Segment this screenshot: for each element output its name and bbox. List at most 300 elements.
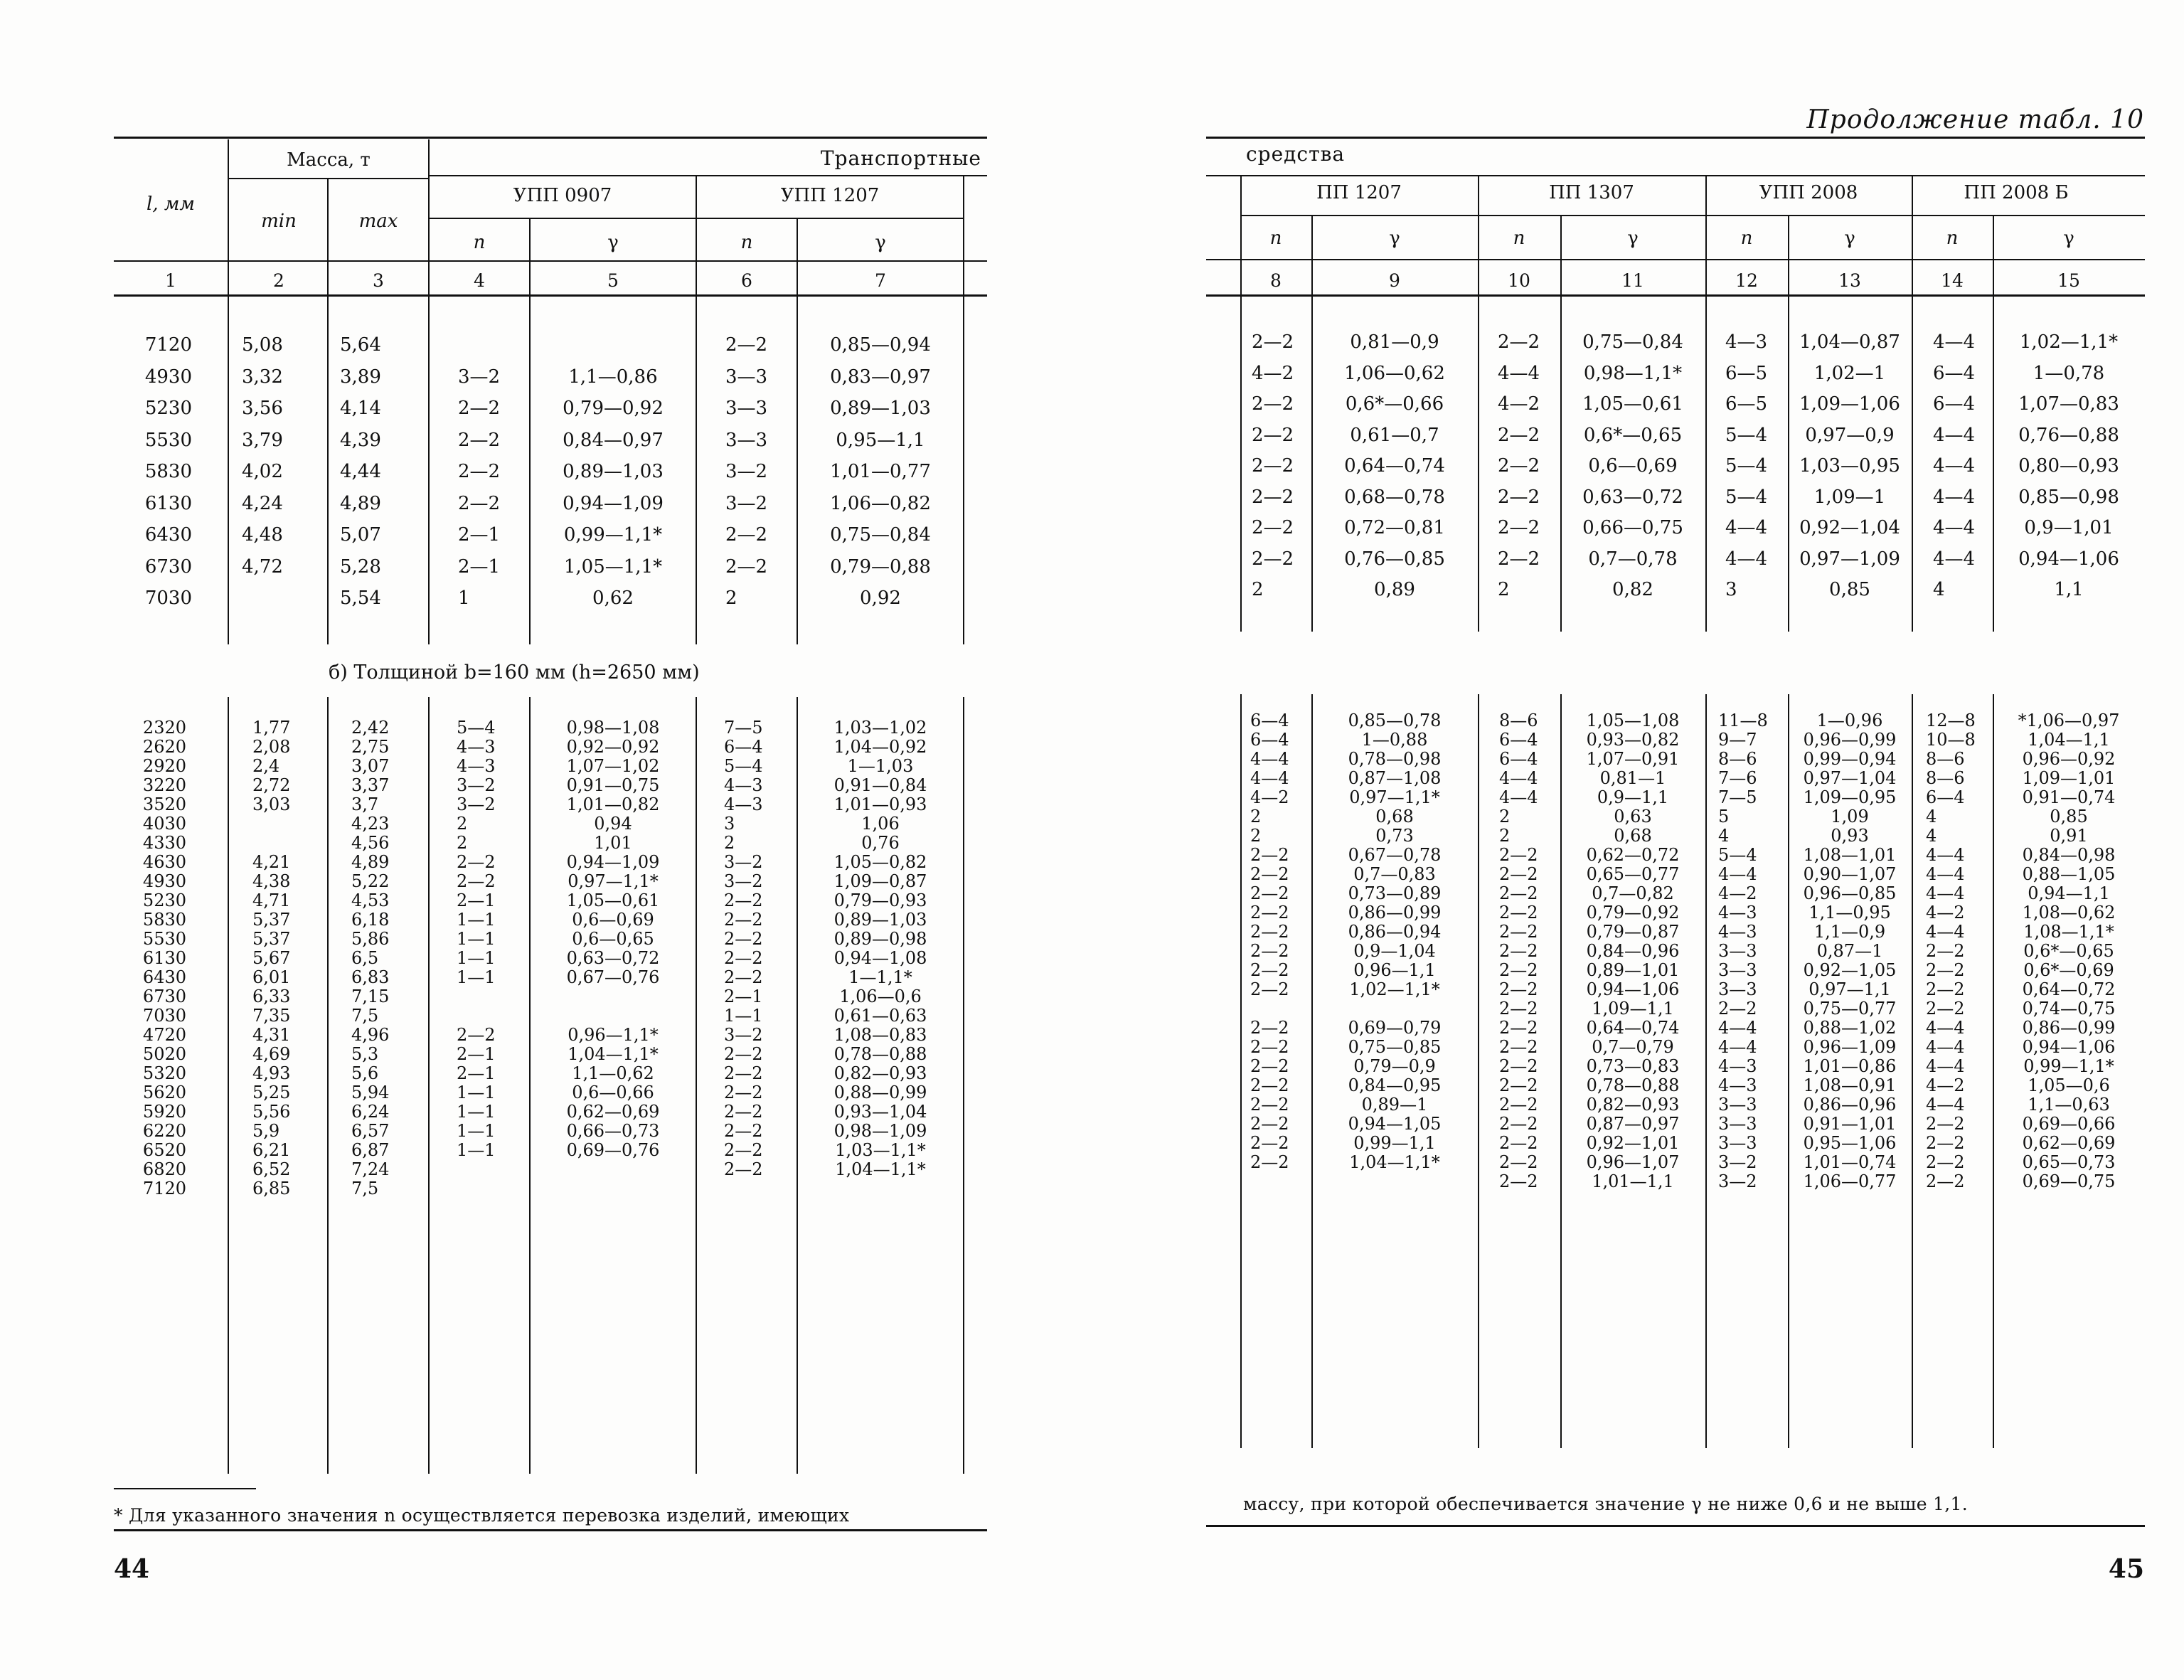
table-cell: 1,1—0,62	[572, 1063, 654, 1083]
table-cell: 1,04—1,1*	[835, 1159, 926, 1179]
table-cell: 2—2	[1250, 979, 1289, 999]
table-cell: 0,95—1,06	[1803, 1133, 1897, 1153]
table-cell: 1,06—0,82	[830, 492, 931, 514]
table-cell: 4—2	[1250, 787, 1289, 807]
table-cell: 0,6*—0,69	[2023, 960, 2114, 980]
colnum-5: 5	[607, 270, 619, 291]
n-header-8: n	[1269, 228, 1282, 249]
table-cell: 5,22	[351, 871, 390, 891]
table-cell: 0,91—0,74	[2022, 787, 2116, 807]
table-cell: 2,72	[252, 775, 291, 795]
table-cell: 3—2	[1718, 1171, 1757, 1191]
table-cell: 5,6	[351, 1063, 379, 1083]
table-cell: 6430	[144, 524, 192, 546]
table-cell: 0,85	[2050, 807, 2088, 826]
table-cell: 0,64—0,74	[1586, 1018, 1680, 1038]
footnote-rule	[114, 1488, 256, 1489]
vrule-b-c	[428, 697, 430, 1474]
table-cell: 1,06	[861, 814, 900, 834]
table-cell: 4—3	[457, 756, 496, 776]
colnum-rule-right	[1206, 294, 2145, 297]
table-cell: 2—2	[1718, 999, 1757, 1019]
table-cell: 6,85	[252, 1179, 291, 1198]
table-cell: 8—6	[1926, 749, 1965, 769]
table-cell: 1,01—0,82	[566, 794, 660, 814]
table-cell: 4,02	[242, 461, 283, 482]
header-rule-4	[114, 260, 987, 262]
table-cell: 4,44	[340, 461, 381, 482]
table-cell: 0,94—1,08	[833, 948, 927, 968]
table-cell: 2—2	[1926, 1152, 1965, 1172]
table-cell: 1,08—0,91	[1803, 1075, 1897, 1095]
gamma-header-5: γ	[607, 232, 619, 253]
table-cell: 0,67—0,76	[566, 967, 660, 987]
table-cell: 1,01—0,86	[1803, 1056, 1897, 1076]
table-cell: 3—3	[1718, 1114, 1757, 1134]
table-cell: 2—2	[1499, 1075, 1538, 1095]
table-cell: 1—1	[457, 948, 496, 968]
table-cell: 2—1	[457, 1063, 496, 1083]
table-cell: 3—3	[1718, 941, 1757, 961]
table-cell: 3—3	[725, 398, 768, 419]
table-cell: 1,05—0,61	[566, 890, 660, 910]
table-cell: 1—1	[457, 967, 496, 987]
table-cell: 0,79—0,92	[563, 398, 664, 419]
table-cell: 2—2	[458, 492, 501, 514]
table-cell: 1,09—0,87	[833, 871, 927, 891]
table-cell: 5,28	[340, 555, 381, 578]
table-cell: 1—1	[457, 1121, 496, 1141]
table-cell: 3—2	[724, 1025, 763, 1045]
table-cell: 0,87—1	[1816, 941, 1883, 961]
section-b-subtitle: б) Толщиной b=160 мм (h=2650 мм)	[329, 661, 700, 684]
vrule-b-b	[327, 697, 329, 1474]
table-cell: 4	[1926, 807, 1937, 826]
table-cell: 4—4	[1926, 845, 1965, 865]
table-cell: 2	[1498, 579, 1510, 600]
table-cell: 5—4	[1725, 455, 1768, 477]
table-cell: 5	[1718, 807, 1730, 826]
table-cell: 4,21	[252, 852, 291, 872]
table-cell: 4—3	[724, 794, 763, 814]
table-cell: 3—3	[1718, 979, 1757, 999]
table-cell: 0,62	[592, 588, 634, 609]
table-cell: 5,25	[252, 1083, 291, 1102]
table-cell: 2620	[142, 737, 186, 757]
l-column-header: l, мм	[147, 193, 195, 215]
table-cell: 4—2	[1926, 1075, 1965, 1095]
table-cell: 5530	[144, 429, 192, 451]
table-cell: 7,35	[252, 1006, 291, 1026]
table-cell: 4—4	[1926, 1018, 1965, 1038]
vrule-b-g	[963, 697, 964, 1474]
table-cell: 2—2	[1499, 960, 1538, 980]
table-cell: 5,3	[351, 1044, 379, 1064]
table-cell: 0,89—0,98	[833, 929, 927, 949]
table-cell: 6,87	[351, 1140, 390, 1160]
table-cell: 1,04—1,1*	[568, 1044, 659, 1064]
table-cell: 1,05—0,82	[833, 852, 927, 872]
table-cell: 2—2	[1250, 845, 1289, 865]
header-rule-2	[229, 178, 428, 179]
table-cell: 0,79—0,9	[1353, 1056, 1436, 1076]
table-cell: 2—2	[1498, 424, 1540, 446]
table-cell: 4630	[142, 852, 186, 872]
table-cell: 1,1—0,9	[1813, 922, 1886, 942]
table-cell: 1,07—1,02	[566, 756, 660, 776]
table-cell: 2—2	[1252, 455, 1294, 477]
table-cell: 6—4	[1933, 393, 1976, 415]
table-cell: 2—2	[1250, 1095, 1289, 1115]
table-cell: 2—2	[1926, 941, 1965, 961]
table-cell: 0,85—0,98	[2018, 486, 2119, 508]
table-cell: 2	[725, 588, 737, 609]
table-cell: 0,99—1,1*	[563, 524, 663, 546]
table-cell: 2—2	[1252, 517, 1294, 538]
table-cell: 0,74—0,75	[2022, 999, 2116, 1019]
vrule-r-g	[1912, 176, 1913, 632]
table-cell: 6—4	[1933, 362, 1976, 384]
table-cell: 0,89—1	[1361, 1095, 1428, 1115]
table-cell: 2—2	[1250, 1133, 1289, 1153]
table-cell: 6730	[142, 987, 186, 1006]
table-cell: 4,89	[351, 852, 390, 872]
table-cell: 0,98—1,08	[566, 718, 660, 738]
table-cell: 1,04—0,92	[833, 737, 927, 757]
table-cell: 2—2	[724, 1159, 763, 1179]
mass-header: Масса, т	[287, 149, 371, 171]
table-cell: 0,93	[1831, 826, 1869, 846]
table-cell: 4—4	[1933, 517, 1976, 538]
table-cell: 2—2	[724, 1121, 763, 1141]
table-cell: 3—3	[725, 366, 768, 388]
table-cell: 7,24	[351, 1159, 390, 1179]
table-cell: 2—2	[458, 461, 501, 482]
table-cell: 1,07—0,91	[1586, 749, 1680, 769]
table-cell: 2—2	[724, 929, 763, 949]
table-cell: 0,69—0,75	[2022, 1171, 2116, 1191]
mass-max-header: max	[358, 211, 398, 232]
table-cell: 1,09—1,1	[1592, 999, 1674, 1019]
table-cell: 0,65—0,73	[2022, 1152, 2116, 1172]
table-cell: 2—2	[724, 948, 763, 968]
table-cell: 4—4	[1926, 1056, 1965, 1076]
table-cell: 3,03	[252, 794, 291, 814]
table-cell: 4,56	[351, 833, 390, 853]
table-cell: 5—4	[1725, 486, 1768, 508]
table-cell: 1—1	[457, 1083, 496, 1102]
table-cell: 2—2	[1252, 393, 1294, 415]
table-cell: 2—2	[1499, 845, 1538, 865]
table-cell: 6,33	[252, 987, 291, 1006]
table-cell: 2—2	[1252, 548, 1294, 570]
table-cell: 3—2	[1718, 1152, 1757, 1172]
table-cell: 2	[457, 833, 468, 853]
table-cell: 0,73—0,89	[1348, 883, 1442, 903]
table-cell: 0,88—1,02	[1803, 1018, 1897, 1038]
table-cell: 6—4	[1250, 730, 1289, 750]
table-cell: 1,02—1,1*	[2019, 331, 2119, 353]
table-cell: 0,67—0,78	[1348, 845, 1442, 865]
table-cell: 5,54	[340, 588, 381, 609]
vrule-b-e	[696, 697, 697, 1474]
table-cell: 2—2	[1499, 883, 1538, 903]
table-cell: 0,94—1,09	[566, 852, 660, 872]
table-cell: 0,68	[1375, 807, 1414, 826]
table-cell: 4,38	[252, 871, 291, 891]
table-cell: 2—2	[1252, 486, 1294, 508]
table-cell: 6130	[142, 948, 186, 968]
table-cell: 2	[1250, 826, 1262, 846]
table-cell: 6730	[144, 555, 192, 578]
table-cell: 2—2	[725, 555, 768, 578]
table-cell: 0,6*—0,65	[2023, 941, 2114, 961]
table-cell: 1,09—1	[1813, 486, 1886, 508]
table-cell: 6520	[142, 1140, 186, 1160]
table-cell: 0,73—0,83	[1586, 1056, 1680, 1076]
table-cell: 4—4	[1718, 864, 1757, 884]
n-header-4: n	[473, 232, 486, 253]
table-cell: 2—2	[1499, 922, 1538, 942]
table-cell: 7—6	[1718, 768, 1757, 788]
table-cell: 0,92—1,01	[1586, 1133, 1680, 1153]
table-cell: 3,56	[242, 398, 283, 419]
table-cell: 2—2	[724, 1102, 763, 1122]
table-cell: 4—4	[1926, 922, 1965, 942]
table-cell: 2—2	[457, 1025, 496, 1045]
table-cell: 2—2	[1499, 1095, 1538, 1115]
table-cell: 3—3	[1718, 1095, 1757, 1115]
table-cell: 0,75—0,84	[830, 524, 931, 546]
table-cell: 0,82—0,93	[1586, 1095, 1680, 1115]
vrule-g	[963, 176, 964, 644]
table-cell: 1,01	[594, 833, 632, 853]
table-top-rule-right	[1206, 137, 2145, 139]
table-cell: 5,37	[252, 929, 291, 949]
table-cell: 0,85	[1829, 579, 1870, 600]
table-cell: 0,91—0,75	[566, 775, 660, 795]
table-cell: 0,63	[1614, 807, 1652, 826]
table-cell: 0,69—0,76	[566, 1140, 660, 1160]
table-cell: 0,89	[1374, 579, 1415, 600]
table-cell: 0,79—0,92	[1586, 903, 1680, 923]
colnum-4: 4	[474, 270, 485, 291]
table-cell: 7,5	[351, 1006, 379, 1026]
table-cell: 2,75	[351, 737, 390, 757]
table-cell: 1,04—0,87	[1799, 331, 1900, 353]
table-cell: 0,76	[861, 833, 900, 853]
table-cell: 10—8	[1926, 730, 1976, 750]
table-cell: 0,88—1,05	[2022, 864, 2116, 884]
table-cell: 2—2	[1926, 1133, 1965, 1153]
table-cell: 2—2	[1250, 903, 1289, 923]
table-cell: 0,69—0,66	[2022, 1114, 2116, 1134]
table-cell: 1,03—1,1*	[835, 1140, 926, 1160]
table-cell: 1,05—1,1*	[563, 555, 663, 578]
vrule-c	[428, 139, 430, 644]
table-cell: 4—4	[1250, 768, 1289, 788]
n-header-6: n	[740, 232, 753, 253]
table-cell: 2—2	[1498, 517, 1540, 538]
table-cell: 3,89	[340, 366, 381, 388]
table-cell: 1	[458, 588, 470, 609]
table-cell: 4—4	[1250, 749, 1289, 769]
footnote-left: * Для указанного значения n осуществляется перевозка изделий, имеющих	[114, 1505, 850, 1526]
table-cell: 1,01—1,1	[1592, 1171, 1674, 1191]
table-cell: 0,69—0,79	[1348, 1018, 1442, 1038]
table-cell: 0,91	[2050, 826, 2088, 846]
table-cell: 0,92—1,04	[1799, 517, 1900, 538]
table-cell: 0,62—0,69	[566, 1102, 660, 1122]
vrule-b	[327, 179, 329, 644]
table-cell: 4930	[142, 871, 186, 891]
table-cell: 1,01—0,74	[1803, 1152, 1897, 1172]
table-cell: 2—2	[458, 398, 501, 419]
colnum-7: 7	[875, 270, 886, 291]
table-cell: 5,86	[351, 929, 390, 949]
table-cell: 4—2	[1926, 903, 1965, 923]
table-cell: 0,7—0,78	[1588, 548, 1678, 570]
table-cell: 2—2	[1250, 1037, 1289, 1057]
table-cell: 5530	[142, 929, 186, 949]
header-rule-1	[430, 175, 987, 176]
header-rule-r1	[1206, 175, 2145, 176]
table-cell: 12—8	[1926, 711, 1976, 730]
table-cell: 2—2	[724, 1063, 763, 1083]
table-cell: 2—2	[1250, 1056, 1289, 1076]
table-cell: 0,96—1,1	[1353, 960, 1436, 980]
table-cell: 5830	[142, 910, 186, 930]
table-cell: 0,72—0,81	[1344, 517, 1445, 538]
colnum-8: 8	[1270, 270, 1282, 291]
table-cell: 1,04—1,1	[2028, 730, 2110, 750]
table-cell: 2—2	[1499, 1037, 1538, 1057]
table-cell: 0,75—0,85	[1348, 1037, 1442, 1057]
table-cell: 4,48	[242, 524, 283, 546]
table-cell: 2—2	[1250, 941, 1289, 961]
table-cell: 1,01—0,77	[830, 461, 931, 482]
continuation-title: Продолжение табл. 10	[1806, 105, 2144, 134]
colnum-6: 6	[741, 270, 752, 291]
table-cell: 2—2	[457, 852, 496, 872]
table-top-rule	[114, 137, 987, 139]
table-cell: *1,06—0,97	[2018, 711, 2120, 730]
pp1207-header: ПП 1207	[1316, 182, 1402, 203]
table-cell: 0,97—1,04	[1803, 768, 1897, 788]
colnum-2: 2	[273, 270, 284, 291]
table-cell: 1,08—0,83	[833, 1025, 927, 1045]
table-cell: 6—5	[1725, 362, 1768, 384]
table-cell: 0,96—0,99	[1803, 730, 1897, 750]
table-cell: 8—6	[1499, 711, 1538, 730]
table-cell: 2—2	[457, 871, 496, 891]
table-cell: 2—2	[1926, 960, 1965, 980]
table-cell: 5,56	[252, 1102, 291, 1122]
table-cell: 0,87—1,08	[1348, 768, 1442, 788]
vrule-r-c	[1478, 176, 1479, 632]
table-cell: 6,83	[351, 967, 390, 987]
table-cell: 0,92	[860, 588, 901, 609]
table-cell: 6,21	[252, 1140, 291, 1160]
table-cell: 2—2	[1498, 486, 1540, 508]
table-cell: 0,6—0,66	[572, 1083, 654, 1102]
table-cell: 0,86—0,96	[1803, 1095, 1897, 1115]
table-cell: 1—1	[457, 929, 496, 949]
table-cell: 3—2	[724, 871, 763, 891]
table-cell: 4—3	[457, 737, 496, 757]
table-cell: 4—4	[1718, 1037, 1757, 1057]
table-cell: 0,86—0,99	[2022, 1018, 2116, 1038]
table-cell: 4330	[142, 833, 186, 853]
table-cell: 2—1	[458, 524, 501, 546]
table-cell: 2	[1252, 579, 1264, 600]
table-cell: 1,08—1,1*	[2023, 922, 2114, 942]
table-cell: 6220	[142, 1121, 186, 1141]
table-cell: 0,64—0,74	[1344, 455, 1445, 477]
bottom-rule-right	[1206, 1525, 2145, 1527]
table-cell: 6430	[142, 967, 186, 987]
vrule-rb-g	[1912, 694, 1913, 1448]
table-cell: 2,08	[252, 737, 291, 757]
colnum-14: 14	[1941, 270, 1964, 291]
table-cell: 1,1—0,95	[1809, 903, 1891, 923]
table-cell: 1—1,1*	[848, 967, 912, 987]
table-cell: 0,81—1	[1599, 768, 1666, 788]
table-cell: 6130	[144, 492, 192, 514]
table-cell: 0,84—0,95	[1348, 1075, 1442, 1095]
table-cell: 0,89—1,03	[563, 461, 664, 482]
table-cell: 2—1	[457, 1044, 496, 1064]
table-cell: 2920	[142, 756, 186, 776]
table-cell: 0,94—1,06	[2018, 548, 2119, 570]
table-cell: 0,96—1,09	[1803, 1037, 1897, 1057]
table-cell: 0,99—1,1	[1353, 1133, 1436, 1153]
page-number-right: 45	[2108, 1554, 2144, 1584]
table-cell: 2—2	[1250, 960, 1289, 980]
table-cell: 2—2	[1499, 1133, 1538, 1153]
colnum-15: 15	[2057, 270, 2080, 291]
table-cell: 0,62—0,72	[1586, 845, 1680, 865]
table-cell: 0,94—1,06	[2022, 1037, 2116, 1057]
table-cell: 1,08—1,01	[1803, 845, 1897, 865]
table-cell: 0,97—1,1*	[1349, 787, 1440, 807]
table-cell: 0,62—0,69	[2022, 1133, 2116, 1153]
table-cell: 2—2	[1499, 941, 1538, 961]
table-cell: 2—2	[1926, 1114, 1965, 1134]
table-cell: 0,89—1,03	[830, 398, 931, 419]
header-rule-r2	[1242, 215, 2145, 216]
table-cell: 2—2	[1498, 455, 1540, 477]
table-cell: 2—1	[458, 555, 501, 578]
table-cell: 0,65—0,77	[1586, 864, 1680, 884]
table-cell: 0,94—1,1	[2028, 883, 2110, 903]
table-cell: 2—2	[1499, 999, 1538, 1019]
table-cell: 5—4	[724, 756, 763, 776]
table-cell: 2—2	[724, 1083, 763, 1102]
table-cell: 0,66—0,75	[1582, 517, 1683, 538]
table-cell: 1,02—1	[1813, 362, 1886, 384]
table-cell: 0,97—1,1	[1809, 979, 1891, 999]
table-cell: 4—4	[1725, 548, 1768, 570]
table-cell: 1,06—0,6	[839, 987, 922, 1006]
table-cell: 3—2	[724, 852, 763, 872]
table-cell: 1—1	[457, 910, 496, 930]
vrule-b-a	[228, 697, 229, 1474]
upp2008-header: УПП 2008	[1759, 182, 1858, 203]
table-cell: 3	[1725, 579, 1737, 600]
table-cell: 0,63—0,72	[1582, 486, 1683, 508]
table-cell: 1,08—0,62	[2022, 903, 2116, 923]
